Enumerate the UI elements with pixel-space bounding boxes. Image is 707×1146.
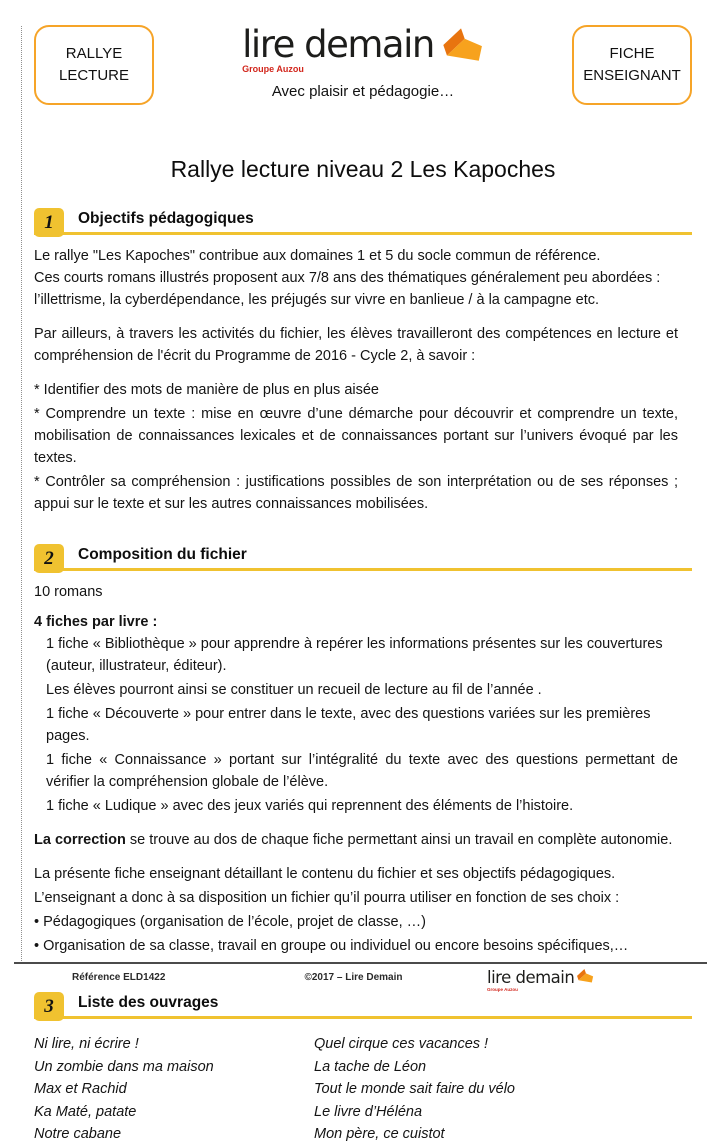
section-2-rule: [34, 568, 692, 571]
paragraph: Ces courts romans illustrés proposent aux 7/8 ans des thématiques généralement peu abordées : l’illettrisme, la cyberdépendance, les préjugés sur vivre en banlieue / à la campagne etc.: [34, 270, 661, 308]
fiches-title: 4 fiches par livre :: [34, 614, 158, 630]
brand-logo-text: lire demain: [242, 23, 434, 66]
book-list: [34, 1033, 692, 1146]
section-2-number-badge: [34, 544, 64, 573]
correction-note: [34, 829, 692, 851]
paragraph: Par ailleurs, à travers les activités du fichier, les élèves travailleront des compétences en lecture et compréhension de l'écrit du Programme de 2016 - Cycle 2, à savoir :: [34, 326, 678, 364]
choice-item: • Organisation de sa classe, travail en groupe ou individuel ou encore besoins spécifiques,…: [34, 938, 629, 954]
objective-item: * Identifier des mots de manière de plus en plus aisée: [34, 382, 379, 398]
section-2-header: [34, 541, 692, 571]
header: [34, 22, 692, 130]
open-book-logo-icon: [436, 26, 484, 67]
correction-text: se trouve au dos de chaque fiche permettant ainsi un travail en complète autonomie.: [125, 832, 673, 848]
section-3-number: 3: [44, 995, 54, 1017]
book-title: Quel cirque ces vacances !: [314, 1036, 489, 1052]
brand-tagline: Avec plaisir et pédagogie…: [271, 83, 455, 100]
choice-item: • Pédagogiques (organisation de l’école, projet de classe, …): [34, 914, 426, 930]
objective-item: * Comprendre un texte : mise en œuvre d’une démarche pour découvrir et comprendre un texte, mobilisation de connaissances lexicales et de connaissances portant sur l’univers évoqué par les textes.: [34, 406, 678, 466]
footer: [0, 968, 707, 1000]
book-title: Un zombie dans ma maison: [34, 1058, 214, 1075]
section-2-title: Composition du fichier: [78, 546, 247, 563]
brand-logo: [242, 23, 484, 100]
fiche-item: 1 fiche « Connaissance » portant sur l’intégralité du texte avec des questions permettant de vérifier la compréhension globale de l’élève.: [46, 752, 678, 790]
section-3-rule: [34, 1016, 692, 1019]
section-1-rule: [34, 232, 692, 235]
footer-open-book-logo-icon: [574, 968, 594, 986]
footer-brand-logo-group: Groupe Auzou: [487, 987, 518, 992]
page-title: Rallye lecture niveau 2 Les Kapoches: [170, 156, 556, 182]
fiche-item: Les élèves pourront ainsi se constituer un recueil de lecture au fil de l’année .: [46, 682, 542, 698]
footer-brand-logo-row: [487, 968, 594, 986]
book-title: La tache de Léon: [314, 1058, 427, 1075]
footer-copyright: ©2017 – Lire Demain: [304, 972, 403, 983]
section-1-number: 1: [44, 211, 54, 233]
book-title: Tout le monde sait faire du vélo: [314, 1081, 515, 1097]
paragraph: La présente fiche enseignant détaillant le contenu du fichier et ses objectifs pédagogiques.: [34, 866, 616, 882]
book-title: Max et Rachid: [34, 1081, 127, 1097]
paragraph: L’enseignant a donc à sa disposition un fichier qu’il pourra utiliser en fonction de ses choix :: [34, 890, 620, 906]
book-title: Notre cabane: [34, 1126, 122, 1142]
book-title: Ni lire, ni écrire !: [34, 1036, 139, 1052]
correction-label: La correction: [34, 832, 126, 848]
fiche-item: 1 fiche « Ludique » avec des jeux variés qui reprennent des éléments de l’histoire.: [46, 798, 574, 814]
rallye-lecture-badge: [34, 25, 154, 105]
fiche-item: 1 fiche « Découverte » pour entrer dans le texte, avec des questions variées sur les premières pages.: [46, 706, 651, 744]
fiche-enseignant-line2: ENSEIGNANT: [583, 67, 681, 84]
section-1-header: [34, 205, 692, 235]
section-3-title: Liste des ouvrages: [78, 994, 219, 1011]
footer-reference: Référence ELD1422: [72, 972, 166, 983]
fiche-item: 1 fiche « Bibliothèque » pour apprendre à repérer les informations présentes sur les couvertures (auteur, illustrateur, éditeur).: [46, 636, 663, 674]
left-page-rule: [21, 26, 22, 963]
brand-logo-row: [242, 23, 484, 66]
footer-brand-logo: [487, 968, 594, 992]
book-title: Le livre d’Héléna: [314, 1103, 423, 1120]
section-2-number: 2: [44, 547, 54, 569]
fiche-enseignant-line1: FICHE: [609, 45, 655, 63]
paragraph: 10 romans: [34, 584, 103, 600]
book-title: Mon père, ce cuistot: [314, 1126, 445, 1142]
section-1-number-badge: [34, 208, 64, 237]
paragraph: Le rallye "Les Kapoches" contribue aux domaines 1 et 5 du socle commun de référence.: [34, 248, 601, 264]
footer-brand-logo-text: lire demain: [487, 967, 575, 987]
brand-logo-group: Groupe Auzou: [242, 64, 304, 74]
objective-item: * Contrôler sa compréhension : justifications possibles de son interprétation ou de ses réponses ; appui sur le texte et sur les autres connaissances mobilisées.: [34, 474, 678, 512]
rallye-lecture-line1: RALLYE: [65, 45, 123, 63]
section-1-title: Objectifs pédagogiques: [78, 210, 254, 227]
rallye-lecture-line2: LECTURE: [58, 67, 129, 84]
fiche-enseignant-badge: [572, 25, 692, 105]
book-title: Ka Maté, patate: [34, 1103, 137, 1120]
